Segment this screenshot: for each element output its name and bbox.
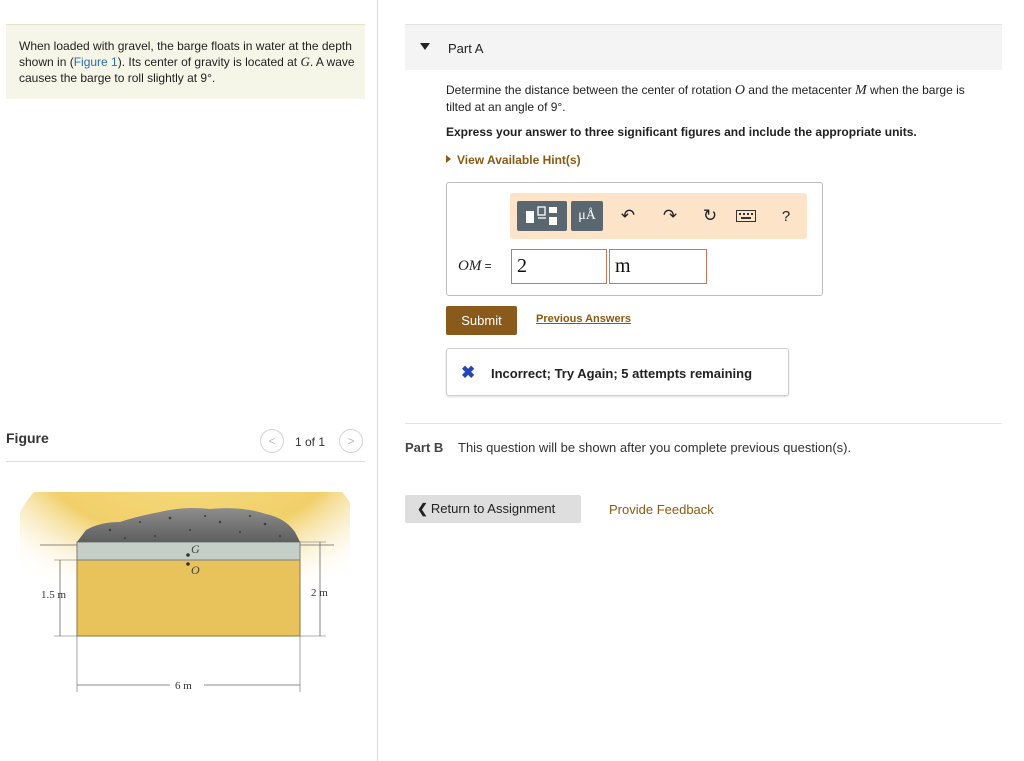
answer-equals: = <box>481 259 492 273</box>
hints-label: View Available Hint(s) <box>457 153 581 167</box>
chevron-right-icon: > <box>347 434 355 448</box>
keyboard-icon <box>736 210 756 222</box>
question-text-1: Determine the distance between the center of rotation <box>446 83 735 97</box>
previous-answers-link[interactable]: Previous Answers <box>536 313 631 325</box>
part-a-header[interactable] <box>405 24 1002 70</box>
units-button[interactable]: μÅ <box>571 201 603 231</box>
question-var-o: O <box>734 83 745 98</box>
part-b-label: Part B <box>405 440 444 455</box>
chevron-left-icon: < <box>268 434 276 448</box>
figure-prev-button[interactable] <box>260 429 284 453</box>
redo-button[interactable] <box>656 201 684 231</box>
feedback-box <box>446 348 789 396</box>
dim-width-label: 6 m <box>175 680 192 692</box>
barge-figure <box>20 492 350 707</box>
template-icon <box>522 204 562 228</box>
label-g: G <box>191 542 200 556</box>
provide-feedback-link[interactable]: Provide Feedback <box>609 502 714 517</box>
figure-title: Figure <box>6 430 49 446</box>
redo-icon: ↷ <box>662 206 678 225</box>
keyboard-button[interactable] <box>732 201 760 231</box>
figure-link[interactable]: Figure 1 <box>73 55 118 69</box>
submit-button[interactable]: Submit <box>446 306 517 335</box>
left-column <box>0 0 378 761</box>
answer-var: OM <box>458 258 482 274</box>
answer-box <box>446 182 823 296</box>
part-a-question <box>446 82 986 115</box>
problem-statement <box>6 24 365 99</box>
problem-text-1: When loaded with gravel, the barge floats in water at the depth shown in ( <box>19 39 352 69</box>
caret-down-icon <box>420 43 430 50</box>
caret-right-icon <box>446 155 451 163</box>
x-icon: ✖ <box>461 363 476 382</box>
point-g <box>186 553 190 557</box>
undo-icon: ↶ <box>620 206 636 225</box>
dim-height-label: 2 m <box>311 587 328 599</box>
barge-deck <box>77 542 300 560</box>
point-o <box>186 562 190 566</box>
question-text-2: and the metacenter <box>744 83 856 97</box>
part-a-title: Part A <box>448 41 484 56</box>
problem-text-3: . A wave causes the barge to roll slightly at 9°. <box>19 55 355 85</box>
help-button[interactable]: ? <box>781 207 791 225</box>
answer-instructions: Express your answer to three significant figures and include the appropriate units. <box>446 125 917 139</box>
return-to-assignment-button[interactable] <box>405 495 581 523</box>
feedback-text: Incorrect; Try Again; 5 attempts remaining <box>491 366 753 381</box>
figure-next-button[interactable] <box>339 429 363 453</box>
part-b-text: This question will be shown after you complete previous question(s). <box>458 440 852 455</box>
answer-label <box>458 258 492 275</box>
label-o: O <box>191 563 200 577</box>
question-text-3: when the barge is tilted at an angle of 9°. <box>446 83 965 114</box>
dim-depth-label: 1.5 m <box>41 589 67 601</box>
problem-var-g: G <box>300 54 310 69</box>
unit-input[interactable]: m <box>609 249 707 284</box>
templates-button[interactable] <box>517 201 567 231</box>
part-b-header <box>405 423 1002 463</box>
view-hints-link[interactable] <box>446 153 581 167</box>
return-label: Return to Assignment <box>430 501 556 516</box>
figure-header <box>6 424 365 462</box>
reset-icon: ↻ <box>702 206 718 225</box>
reset-button[interactable] <box>696 201 724 231</box>
question-var-m: M <box>855 83 867 98</box>
value-input[interactable]: 2 <box>511 249 607 284</box>
undo-button[interactable] <box>614 201 642 231</box>
math-toolbar <box>510 193 807 239</box>
chevron-left-icon: ❮ <box>417 501 428 516</box>
problem-text-2: ). Its center of gravity is located at <box>117 55 301 69</box>
figure-page-indicator: 1 of 1 <box>295 435 326 449</box>
